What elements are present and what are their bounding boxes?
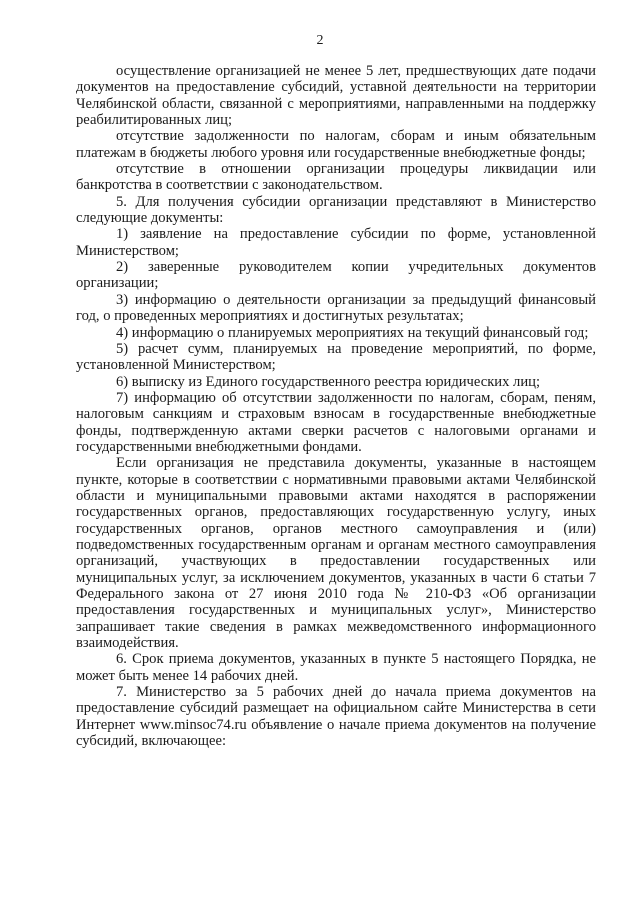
paragraph: 6. Срок приема документов, указанных в пункте 5 настоящего Порядка, не может быть менее 14 рабочих дней. xyxy=(76,651,596,684)
paragraph: Если организация не представила документы, указанные в настоящем пункте, которые в соответствии с нормативными правовыми актами Челябинской области и муниципальными правовыми актами находятся в распоряжении государственных органов, предоставляющих государственную услугу, иных государственных органов, органов местного самоуправления и (или) подведомственных государственным органам и органам местного самоуправления организаций, участвующих в предоставлении государственных или муниципальных услуг, за исключением документов, указанных в части 6 статьи 7 Федерального закона от 27 июня 2010 года № 210-ФЗ «Об организации предоставления государственных и муниципальных услуг», Министерство запрашивает такие сведения в рамках межведомственного информационного взаимодействия. xyxy=(76,455,596,652)
page-number: 2 xyxy=(316,33,324,48)
paragraph: 2) заверенные руководителем копии учредительных документов организации; xyxy=(76,259,596,292)
paragraph: осуществление организацией не менее 5 лет, предшествующих дате подачи документов на предоставление субсидий, уставной деятельности на территории Челябинской области, связанной с мероприятиями, направленными на поддержку реабилитированных лиц; xyxy=(76,63,596,129)
paragraph: 7. Министерство за 5 рабочих дней до начала приема документов на предоставление субсидий размещает на официальном сайте Министерства в сети Интернет www.minsoc74.ru объявление о начале приема документов на получение субсидий, включающее: xyxy=(76,684,596,750)
paragraph: 5. Для получения субсидии организации представляют в Министерство следующие документы: xyxy=(76,193,596,227)
paragraph: 4) информацию о планируемых мероприятиях на текущий финансовый год; xyxy=(116,324,589,341)
paragraph: отсутствие в отношении организации процедуры ликвидации или банкротства в соответствии с законодательством. xyxy=(76,161,596,194)
paragraph: 6) выписку из Единого государственного реестра юридических лиц; xyxy=(116,373,541,390)
paragraph: 1) заявление на предоставление субсидии по форме, установленной Министерством; xyxy=(76,226,596,259)
document-body xyxy=(76,63,596,749)
paragraph: 3) информацию о деятельности организации за предыдущий финансовый год, о проведенных мероприятиях и достигнутых результатах; xyxy=(76,291,596,325)
paragraph: 5) расчет сумм, планируемых на проведение мероприятий, по форме, установленной Министерством; xyxy=(76,340,596,374)
paragraph: отсутствие задолженности по налогам, сборам и иным обязательным платежам в бюджеты любого уровня или государственные внебюджетные фонды; xyxy=(76,128,596,161)
paragraph: 7) информацию об отсутствии задолженности по налогам, сборам, пеням, налоговым санкциям и страховым взносам в государственные внебюджетные фонды, подтвержденную актами сверки расчетов с налоговыми органами и государственными внебюджетными фондами. xyxy=(76,389,596,455)
